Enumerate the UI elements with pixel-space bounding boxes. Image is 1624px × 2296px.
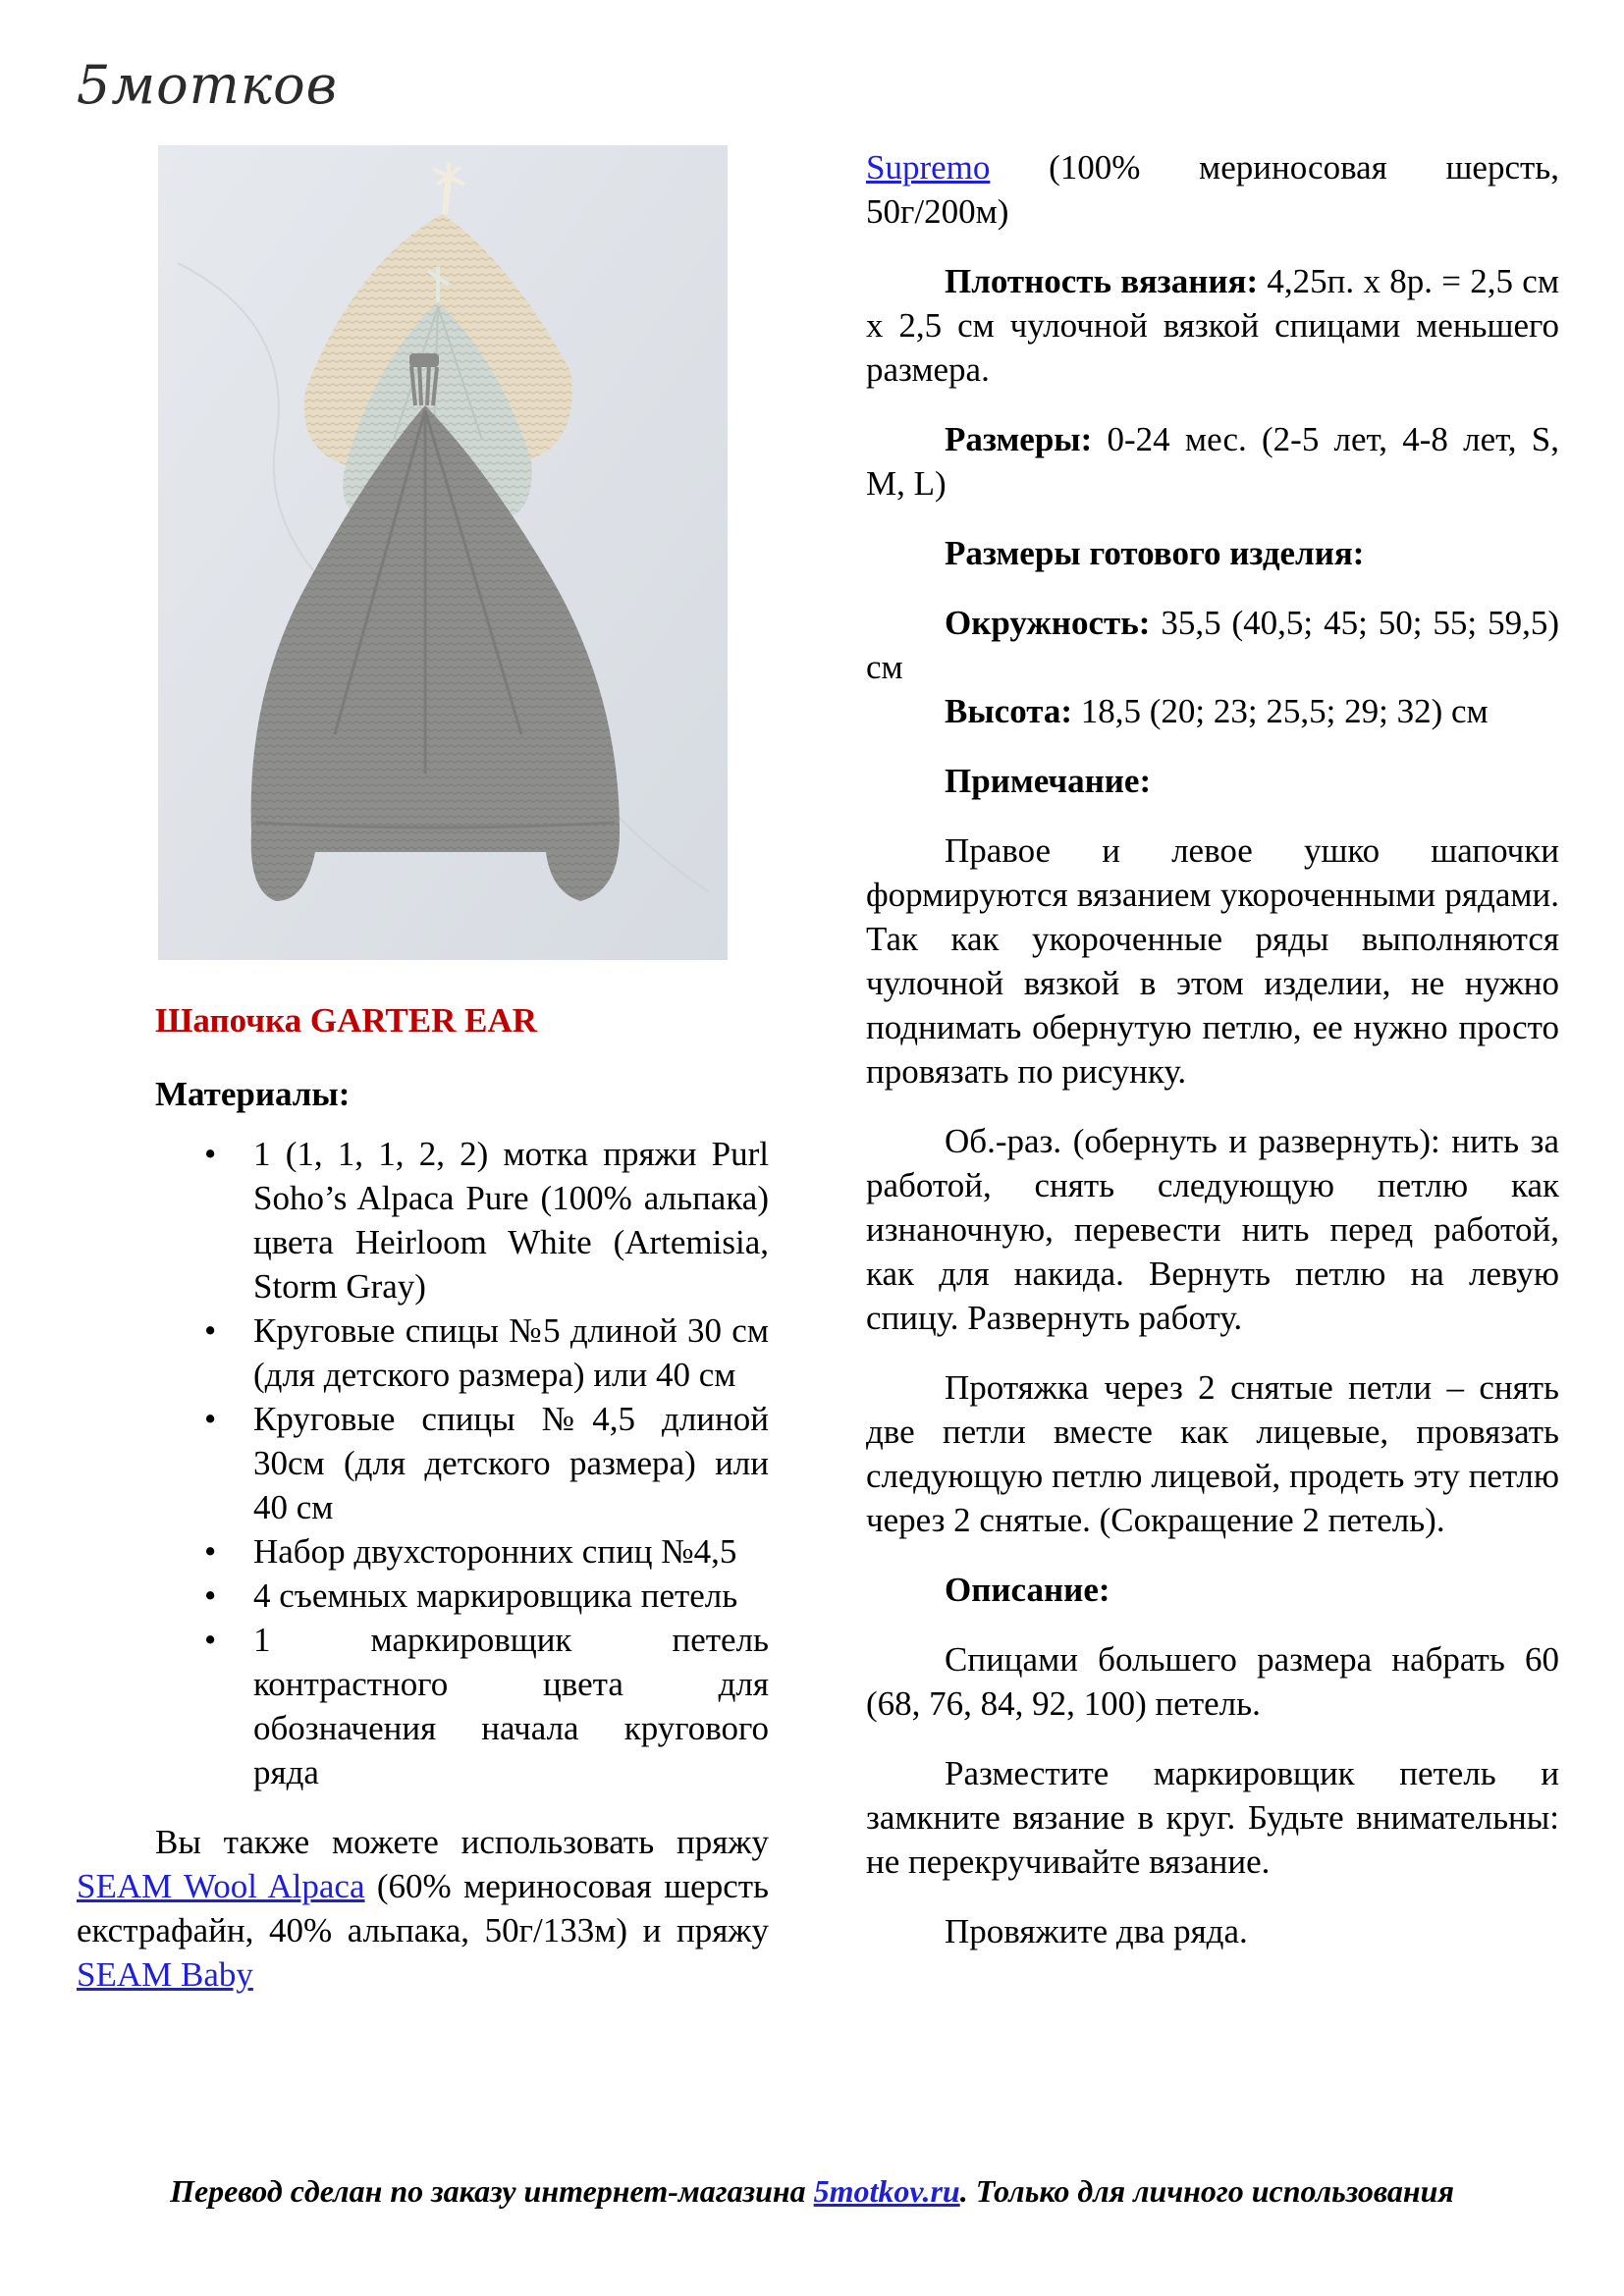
description-paragraph-2: Разместите маркировщик петель и замкните вязание в круг. Будьте внимательны: не перекручивайте вязание. [866, 1754, 1559, 1881]
circumference-label: Окружность: [945, 604, 1151, 642]
logo-text: 5мотков [77, 54, 339, 116]
height-text: 18,5 (20; 23; 25,5; 29; 32) см [1072, 692, 1489, 730]
alt-yarn-paragraph [77, 1820, 769, 1997]
circumference-paragraph [866, 601, 1559, 689]
finished-sizes-header: Размеры готового изделия: [945, 534, 1365, 572]
height-paragraph [866, 689, 1559, 733]
materials-list [77, 1132, 769, 1794]
sizes-label: Размеры: [945, 420, 1093, 458]
alt-yarn-text-2: (60% мериносовая шерсть екстрафайн, 40% альпака, 50г/133м) и пряжу [77, 1867, 769, 1949]
density-text: 4,25п. х 8р. = 2,5 см х 2,5 см чулочной вязкой спицами меньшего размера. [866, 262, 1559, 389]
sizes-text: 0-24 мес. (2-5 лет, 4-8 лет, S, M, L) [866, 420, 1559, 503]
note-paragraph: Правое и левое ушко шапочки формируются вязанием укороченными рядами. Так как укороченные ряды выполняются чулочной вязкой в этом изделии, не нужно поднимать обернутую петлю, ее нужно просто провязать по рисунку. [866, 831, 1559, 1091]
right-column [866, 145, 1559, 1953]
materials-item: • 1 маркировщик петель контрастного цвета для обозначения начала кругового ряда [253, 1618, 769, 1794]
left-column [77, 987, 769, 1997]
yarn-continuation-text: (100% мериносовая шерсть, 50г/200м) [866, 148, 1559, 231]
site-logo [77, 51, 339, 120]
seam-wool-alpaca-link[interactable]: SEAM Wool Alpaca [77, 1867, 365, 1905]
hats-photo [158, 145, 728, 960]
materials-item: • Круговые спицы №5 длиной 30 см (для детского размера) или 40 см [253, 1308, 769, 1397]
materials-item: • 1 (1, 1, 1, 2, 2) мотка пряжи Purl Soho’s Alpaca Pure (100% альпака) цвета Heirloom White (Artemisia, Storm Gray) [253, 1132, 769, 1308]
note-header: Примечание: [945, 762, 1152, 800]
description-paragraph-1: Спицами большего размера набрать 60 (68, 76, 84, 92, 100) петель. [866, 1640, 1559, 1723]
density-paragraph [866, 259, 1559, 392]
circumference-text: 35,5 (40,5; 45; 50; 55; 59,5) см [866, 604, 1559, 686]
description-paragraph-3: Провяжите два ряда. [945, 1912, 1248, 1950]
footer-text-1: Перевод сделан по заказу интернет-магазина [170, 2173, 814, 2209]
page-footer [0, 2171, 1624, 2211]
supremo-link[interactable]: Supremo [866, 148, 991, 187]
description-header: Описание: [945, 1571, 1110, 1609]
seam-baby-link[interactable]: SEAM Baby [77, 1955, 253, 1994]
density-label: Плотность вязания: [945, 262, 1259, 300]
wrap-turn-paragraph: Об.-раз. (обернуть и развернуть): нить за работой, снять следующую петлю как изнаночную, перевести нить перед работой, как для накида. Вернуть петлю на левую спицу. Развернуть работу. [866, 1122, 1559, 1337]
decrease-paragraph: Протяжка через 2 снятые петли – снять две петли вместе как лицевые, провязать следующую петлю лицевой, продеть эту петлю через 2 снятые. (Сокращение 2 петель). [866, 1368, 1559, 1539]
materials-header: Материалы: [155, 1075, 351, 1113]
yarn-continuation [866, 145, 1559, 234]
materials-item: • Набор двухсторонних спиц №4,5 [253, 1529, 769, 1574]
materials-item: • 4 съемных маркировщика петель [253, 1574, 769, 1618]
pattern-title: Шапочка GARTER EAR [155, 1001, 538, 1040]
footer-site-link[interactable]: 5motkov.ru [813, 2173, 960, 2209]
sizes-paragraph [866, 417, 1559, 506]
materials-item: • Круговые спицы №4,5 длиной 30см (для детского размера) или 40 см [253, 1397, 769, 1529]
alt-yarn-text-1: Вы также можете использовать пряжу [155, 1823, 769, 1861]
footer-text-2: . Только для личного использования [959, 2173, 1454, 2209]
height-label: Высота: [945, 692, 1073, 730]
